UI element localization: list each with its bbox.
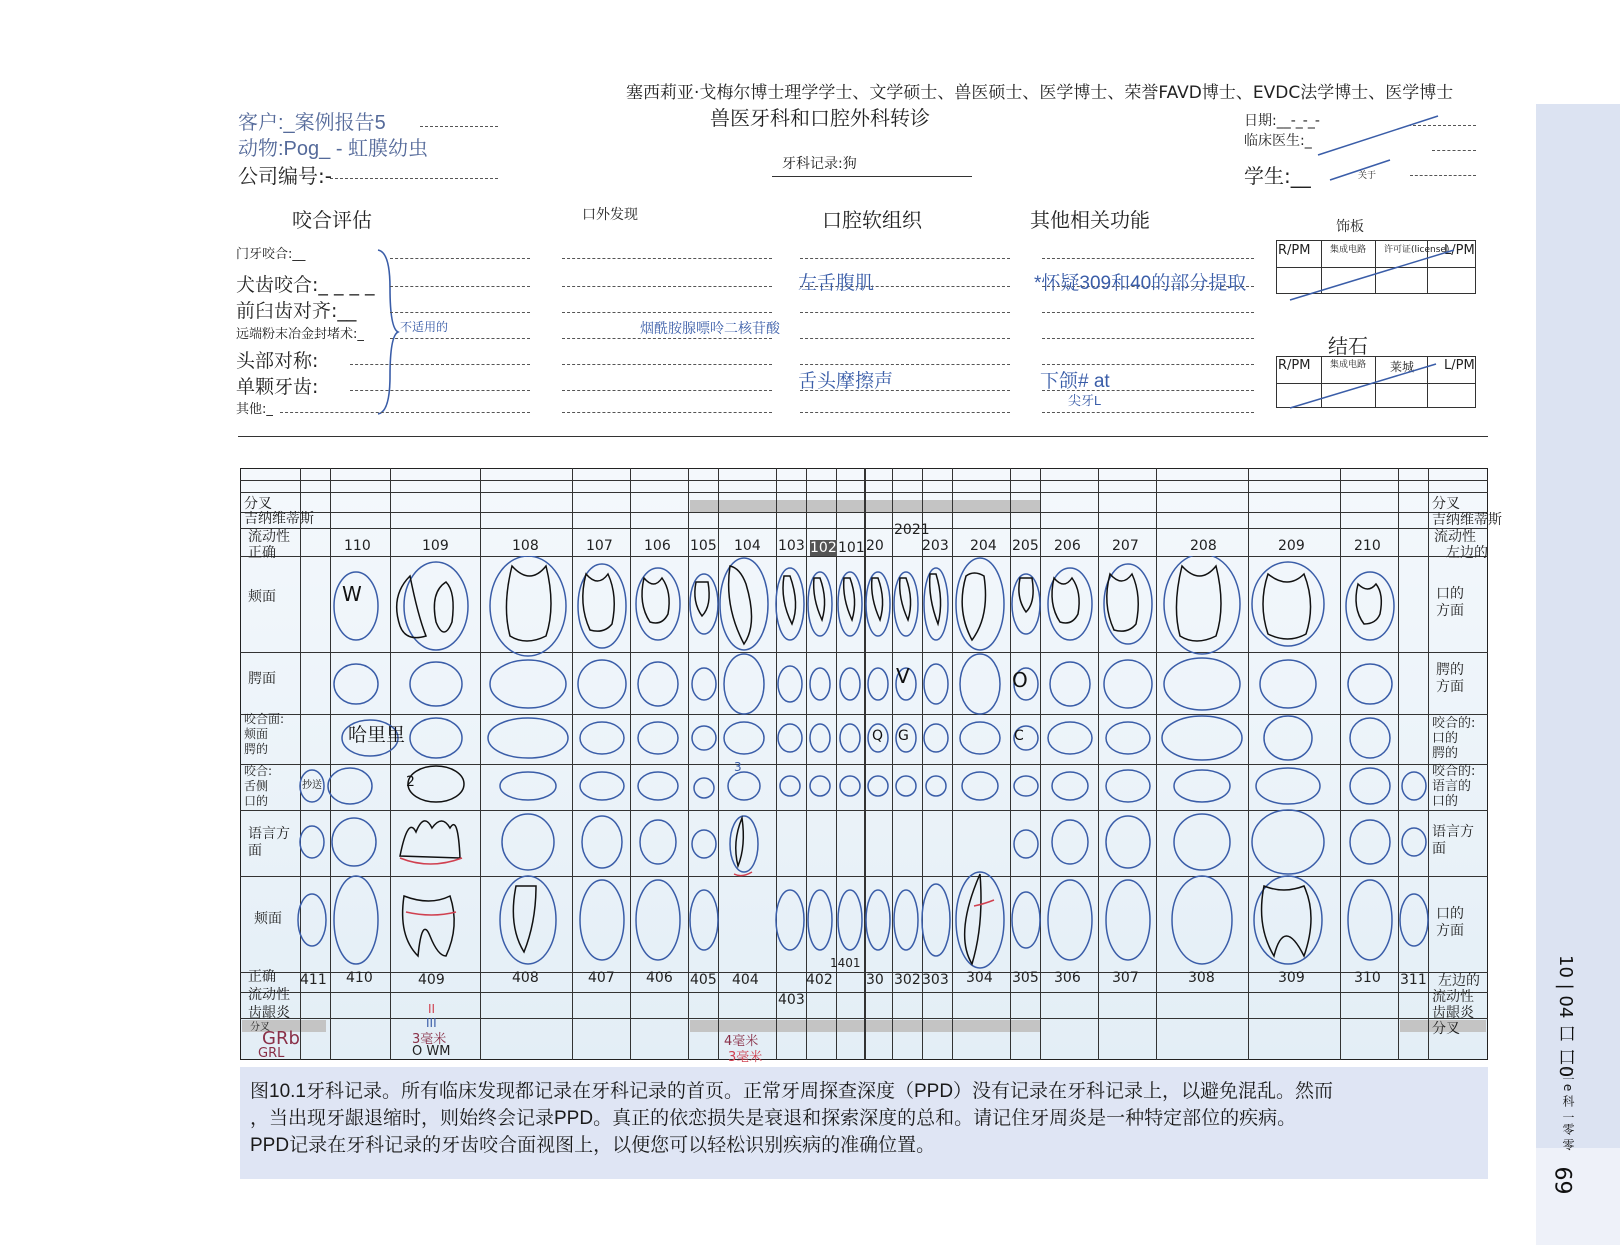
tooth-1401: 1401	[830, 956, 861, 970]
tooth-105: 105	[690, 538, 717, 554]
tooth-409: 409	[418, 972, 445, 988]
label-bottom-gingivitis-r: 齿龈炎	[1432, 1005, 1474, 1021]
annot-4mm: 4毫米	[724, 1034, 759, 1049]
tooth-103: 103	[778, 538, 805, 554]
chart-type: 牙科记录:狗	[782, 156, 857, 172]
tooth-2021: 2021	[894, 522, 930, 538]
calculus-heading: 结石	[1328, 334, 1368, 358]
page-number: 69	[1549, 1166, 1575, 1195]
label-bottom-left-r: 左边的	[1438, 973, 1480, 989]
label-left-gingivitis: 吉纳维蒂斯	[244, 511, 314, 527]
other-finding-1: *怀疑309和40的部分提取	[1034, 273, 1247, 294]
tooth-406: 406	[646, 970, 673, 986]
label-bottom-furcation: 分叉	[250, 1022, 270, 1033]
canine-occlusion: 犬齿咬合:_ _ _ _	[236, 274, 375, 296]
other-heading: 其他相关功能	[1030, 208, 1150, 232]
date-field: 日期:__-_-_-	[1244, 113, 1320, 129]
soft-tissue-heading: 口腔软组织	[822, 208, 922, 232]
about-note: 关于	[1358, 171, 1377, 181]
tooth-405: 405	[690, 972, 717, 988]
label-right-gingivitis: 吉纳维蒂斯	[1432, 512, 1502, 528]
tooth-407: 407	[588, 970, 615, 986]
tooth-305: 305	[1012, 970, 1039, 986]
incisor-occlusion: 门牙咬合:__	[236, 247, 306, 262]
row-right-lingual: 语言方 面	[1432, 824, 1474, 857]
annot-3mm: 3毫米	[412, 1032, 447, 1047]
tooth-310: 310	[1354, 970, 1381, 986]
premolar-alignment: 前臼齿对齐:__	[236, 300, 357, 322]
annot-c: C	[1014, 728, 1024, 744]
caption-line-2: ，当出现牙龈退缩时，则始终会记录PPD。真正的依恋损失是衰退和探索深度的总和。请记住牙周炎是一种特定部位的疾病。	[250, 1108, 1297, 1129]
tooth-109: 109	[422, 538, 449, 554]
tooth-106: 106	[644, 538, 671, 554]
row-left-lingual: 语言方 面	[248, 826, 290, 859]
row-left-occlusal-upper: 咬合面: 颊面 腭的	[244, 712, 285, 756]
row-left-palatal: 腭面	[248, 671, 276, 687]
soft-tissue-finding-2: 舌头摩擦声	[798, 371, 894, 392]
label-right-mobility: 流动性	[1434, 529, 1476, 545]
label-bottom-mobility-r: 流动性	[1432, 989, 1474, 1005]
label-bottom-right: 正确	[248, 969, 276, 985]
extraoral-heading: 口外发现	[582, 207, 638, 223]
plaque-lpm: L/PM	[1444, 243, 1475, 258]
tooth-209: 209	[1278, 538, 1305, 554]
row-right-occlusal-lower: 咬合的: 语言的 口的	[1432, 764, 1476, 809]
client-field: 客户:_案例报告5	[238, 112, 386, 134]
tooth-302: 302	[894, 972, 921, 988]
other-finding-2: 下颌# at	[1040, 371, 1110, 392]
soft-tissue-finding-1: 左舌腹肌	[798, 273, 875, 294]
annot-grb: GRb	[262, 1028, 300, 1049]
sidebar-chapter: 10 | 04 口 口0	[1555, 955, 1576, 1078]
caption-line-3: PPD记录在牙科记录的牙齿咬合面视图上，以便您可以轻松识别疾病的准确位置。	[250, 1135, 936, 1156]
calculus-lpm: L/PM	[1444, 358, 1475, 373]
label-right-furcation: 分叉	[1432, 496, 1460, 512]
annot-grl: GRL	[258, 1046, 285, 1061]
label-bottom-gingivitis: 齿龈炎	[248, 1005, 290, 1021]
tooth-408: 408	[512, 970, 539, 986]
label-right-left: 左边的	[1446, 545, 1488, 561]
plaque-ic: 集成电路	[1330, 245, 1367, 255]
row-right-oral-lower: 口的 方面	[1436, 906, 1464, 939]
tooth-307: 307	[1112, 970, 1139, 986]
row-left-buccal: 颊面	[248, 589, 276, 605]
calculus-rpm: R/PM	[1278, 358, 1311, 373]
not-applicable-note: 不适用的	[400, 320, 449, 334]
single-tooth: 单颗牙齿:	[236, 376, 319, 398]
tooth-208: 208	[1190, 538, 1217, 554]
label-left-mobility: 流动性	[248, 529, 290, 545]
tooth-308: 308	[1188, 970, 1215, 986]
plaque-rpm: R/PM	[1278, 243, 1311, 258]
annot-3mm-b: 3毫米	[728, 1050, 763, 1065]
tooth-311: 311	[1400, 972, 1427, 988]
tooth-404: 404	[732, 972, 759, 988]
other-finding-2-sub: 尖牙L	[1068, 393, 1102, 408]
company-number: 公司编号:-	[238, 164, 332, 188]
tooth-210: 210	[1354, 538, 1381, 554]
tooth-108: 108	[512, 538, 539, 554]
calculus-stroke	[1286, 360, 1486, 420]
tooth-207: 207	[1112, 538, 1139, 554]
other-field: 其他:_	[236, 402, 273, 417]
tooth-403: 403	[778, 992, 805, 1008]
tooth-205: 205	[1012, 538, 1039, 554]
tooth-101: 101	[838, 540, 865, 556]
caption-line-1: 图10.1牙科记录。所有临床发现都记录在牙科记录的首页。正常牙周探查深度（PPD）没有记录在牙科记录上，以避免混乱。然而	[250, 1081, 1334, 1102]
occlusion-heading: 咬合评估	[292, 208, 372, 232]
row-right-palatal: 腭的 方面	[1436, 662, 1464, 695]
signature-stroke	[1310, 110, 1450, 190]
tooth-306: 306	[1054, 970, 1081, 986]
plaque-license: 许可证(license)	[1384, 245, 1450, 255]
label-bottom-mobility: 流动性	[248, 987, 290, 1003]
tooth-203: 203	[922, 538, 949, 554]
tooth-303: 303	[922, 972, 949, 988]
tooth-30: 30	[866, 972, 884, 988]
annot-two: 2	[406, 774, 415, 790]
annot-w: W	[342, 582, 362, 606]
tooth-411: 411	[300, 972, 327, 988]
annot-ii: II	[428, 1002, 436, 1016]
author-line: 塞西莉亚·戈梅尔博士理学学士、文学硕士、兽医硕士、医学博士、荣誉FAVD博士、EVDC法学博士、医学博士	[626, 83, 1454, 103]
label-left-right: 正确	[248, 545, 276, 561]
tooth-20: 20	[866, 538, 884, 554]
tooth-110: 110	[344, 538, 371, 554]
tooth-402: 402	[806, 972, 833, 988]
form-title: 兽医牙科和口腔外科转诊	[710, 106, 930, 130]
tooth-102: 102	[810, 540, 837, 556]
calculus-laicheng: 莱城	[1390, 360, 1415, 374]
calculus-ic: 集成电路	[1330, 360, 1367, 370]
extraoral-note: 烟酰胺腺嘌呤二核苷酸	[640, 320, 780, 336]
annot-iii: III	[426, 1016, 437, 1030]
tooth-diagrams	[240, 556, 1488, 976]
animal-field: 动物:Pog_ - 虹膜幼虫	[238, 138, 429, 160]
row-left-buccal-lower: 颊面	[254, 911, 282, 927]
head-symmetry: 头部对称:	[236, 350, 319, 372]
annot-chao: 抄送	[302, 780, 322, 791]
tooth-206: 206	[1054, 538, 1081, 554]
clinician-field: 临床医生:_	[1244, 133, 1312, 149]
student-field: 学生:__	[1244, 164, 1311, 188]
page-sidebar	[1536, 104, 1620, 1245]
annot-three: 3	[734, 760, 742, 774]
row-left-occlusal-lower: 咬合: 舌侧 口的	[244, 764, 273, 808]
row-right-oral: 口的 方面	[1436, 586, 1464, 619]
label-bottom-furcation-r: 分叉	[1432, 1021, 1460, 1037]
tooth-304: 304	[966, 970, 993, 986]
annot-owm: O WM	[412, 1044, 451, 1059]
annot-halili: 哈里里	[348, 724, 406, 746]
plaque-heading: 饰板	[1336, 219, 1364, 235]
page-sidebar-footer	[1536, 1148, 1620, 1245]
row-right-occlusal-upper: 咬合的: 口的 腭的	[1432, 716, 1476, 761]
tooth-107: 107	[586, 538, 613, 554]
sidebar-running: 三 e 科 一零 零	[1561, 1068, 1575, 1151]
annot-g: G	[898, 728, 909, 744]
plaque-stroke	[1286, 246, 1486, 306]
tooth-204: 204	[970, 538, 997, 554]
annot-q: Q	[872, 728, 884, 744]
annot-v: V	[896, 664, 910, 688]
distal-occlusion: 远端粉末冶金封堵术:_	[236, 327, 364, 342]
tooth-104: 104	[734, 538, 761, 554]
label-left-furcation: 分叉	[244, 496, 272, 512]
tooth-309: 309	[1278, 970, 1305, 986]
tooth-410: 410	[346, 970, 373, 986]
annot-o: O	[1012, 668, 1028, 692]
